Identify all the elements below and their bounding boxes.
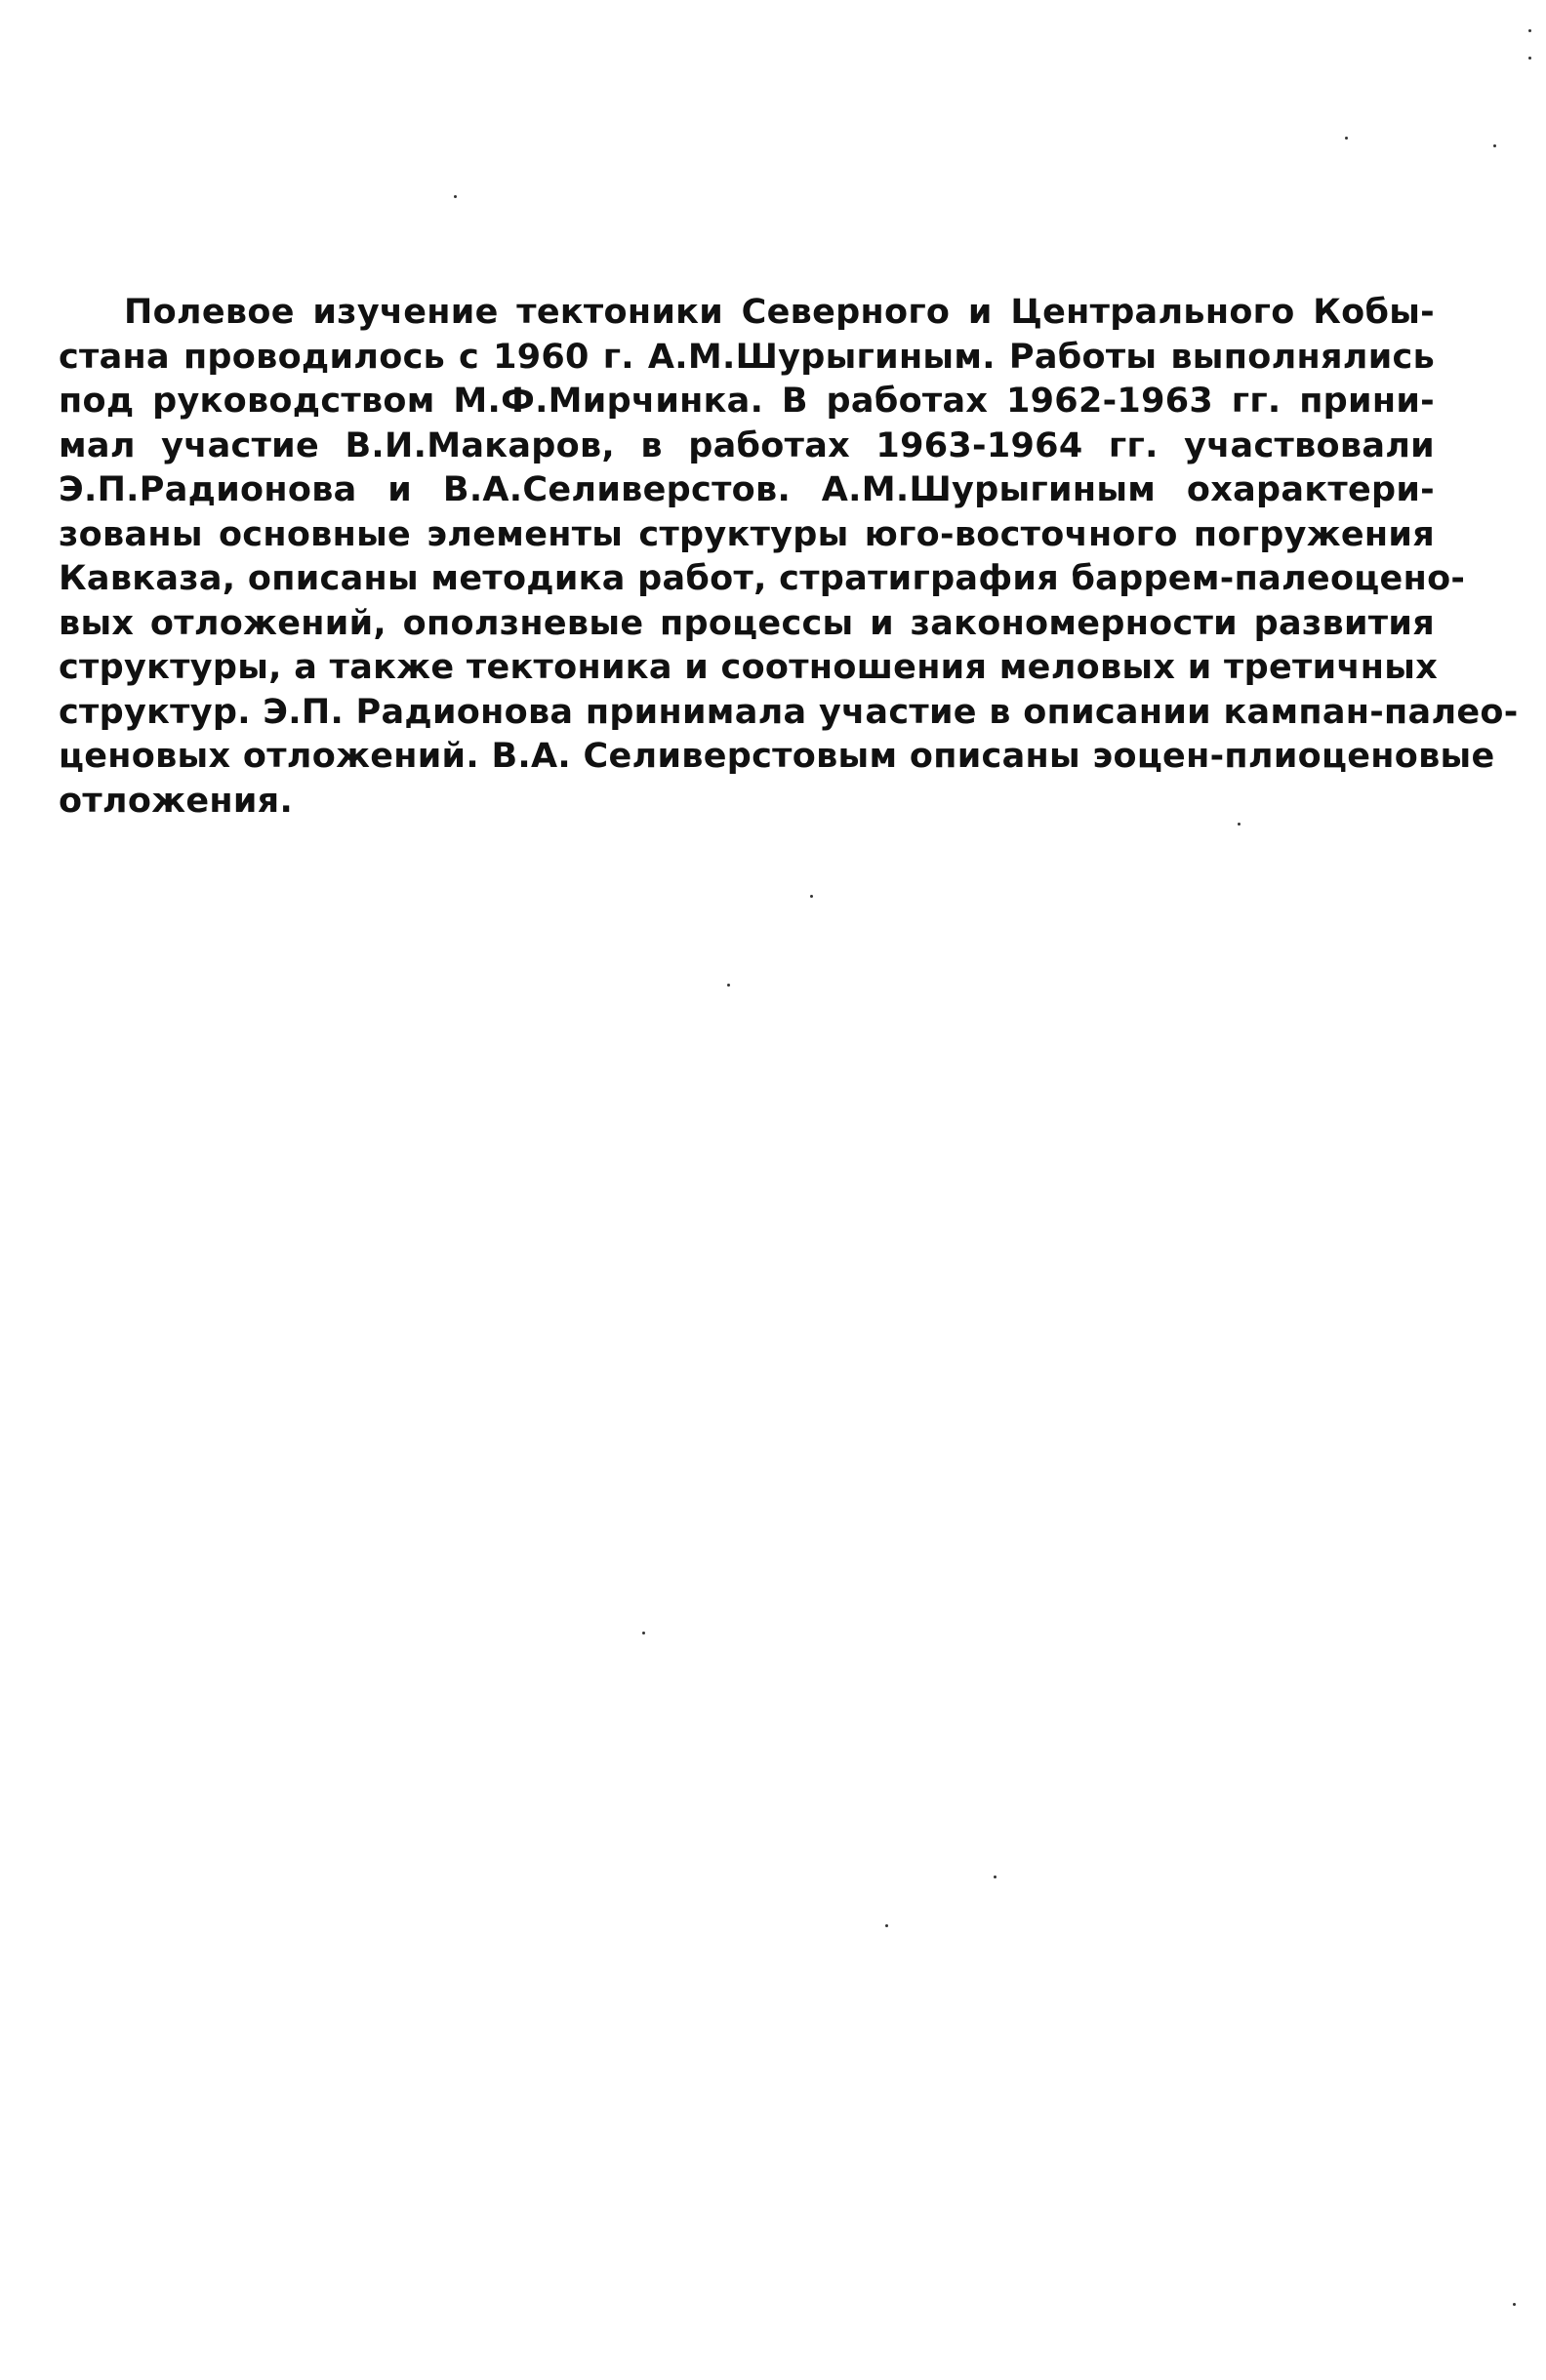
scan-speck — [994, 1876, 997, 1878]
paragraph-line-3: под руководством М.Ф.Мирчинка. В работах 1962-1963 гг. прини- — [59, 382, 1435, 421]
scan-speck — [454, 195, 457, 198]
paragraph-line-4: мал участие В.И.Макаров, в работах 1963-1964 гг. участвовали — [59, 425, 1435, 465]
paragraph-line-10: структур. Э.П. Радионова принимала участие в описании кампан-палео- — [59, 692, 1519, 732]
paragraph-line-11: ценовых отложений. В.А. Селиверстовым описаны эоцен-плиоценовые — [59, 737, 1495, 776]
scan-speck — [1238, 823, 1241, 826]
paragraph-line-2: стана проводилось с 1960 г. А.М.Шурыгиным. Работы выполнялись — [59, 337, 1435, 377]
paragraph-line-9: структуры, а также тектоника и соотношения меловых и третичных — [59, 648, 1439, 687]
scan-speck — [642, 1632, 645, 1634]
scan-speck — [885, 1924, 888, 1927]
paragraph-line-12: отложения. — [59, 781, 294, 821]
paragraph-line-1: Полевое изучение тектоники Северного и Центрального Кобы- — [124, 293, 1435, 332]
scan-speck — [1528, 29, 1531, 32]
scan-speck — [727, 984, 730, 987]
scan-speck — [1513, 2303, 1516, 2306]
body-paragraph — [59, 291, 1519, 824]
paragraph-line-8: вых отложений, оползневые процессы и закономерности развития — [59, 603, 1435, 643]
scan-speck — [810, 895, 813, 898]
paragraph-line-7: Кавказа, описаны методика работ, стратиграфия баррем-палеоцено- — [59, 559, 1466, 598]
paragraph-line-5: Э.П.Радионова и В.А.Селиверстов. А.М.Шурыгиным охарактери- — [59, 470, 1435, 509]
scan-speck — [1345, 137, 1348, 140]
scan-speck — [1528, 57, 1531, 60]
scan-speck — [1493, 144, 1496, 147]
paragraph-line-6: зованы основные элементы структуры юго-восточного погружения — [59, 514, 1435, 554]
